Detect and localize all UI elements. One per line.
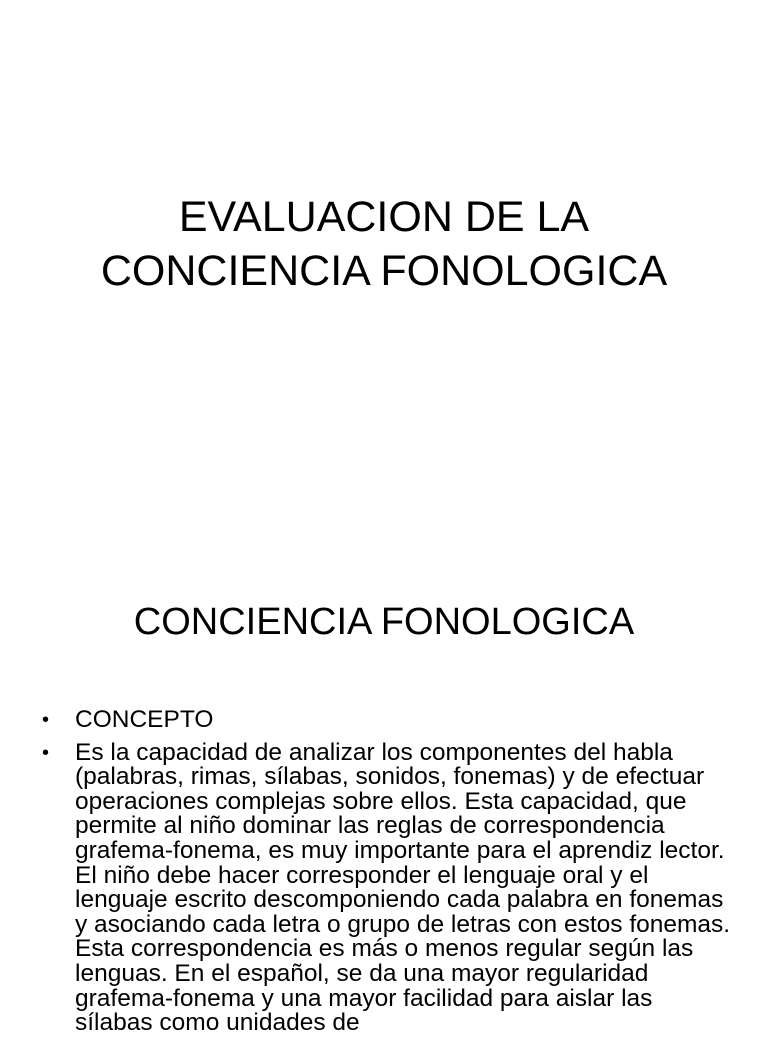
- bullet-text: Es la capacidad de analizar los componentes del habla (palabras, rimas, sílabas, sonidos, fonemas) y de efectuar operaciones complejas sobre ellos. Esta capacidad, que permite al niño dominar las reglas de correspondencia grafema-fonema, es muy importante para el aprendiz lector. El niño debe hacer corresponder el lenguaje oral y el lenguaje escrito descomponiendo cada palabra en fonemas y asociando cada letra o grupo de letras con estos fonemas. Esta correspondencia es más o menos regular según las lenguas. En el español, se da una mayor regularidad grafema-fonema y una mayor facilidad para aislar las sílabas como unidades de: [75, 738, 731, 1037]
- title-line-2: CONCIENCIA FONOLOGICA: [100, 247, 668, 295]
- title-line-1: EVALUACION DE LA: [178, 193, 590, 241]
- slide-2-title: CONCIENCIA FONOLOGICA: [133, 601, 635, 643]
- slide-2: [0, 560, 768, 1037]
- bullet-dot-icon: •: [42, 709, 50, 731]
- bullet-dot-icon: •: [42, 741, 50, 764]
- bullet-item-concepto: [42, 708, 732, 733]
- slide-1-title: [0, 190, 768, 298]
- bullet-text: CONCEPTO: [75, 706, 214, 733]
- bullet-item-definition: [42, 738, 732, 1037]
- bullet-list: [42, 708, 732, 1044]
